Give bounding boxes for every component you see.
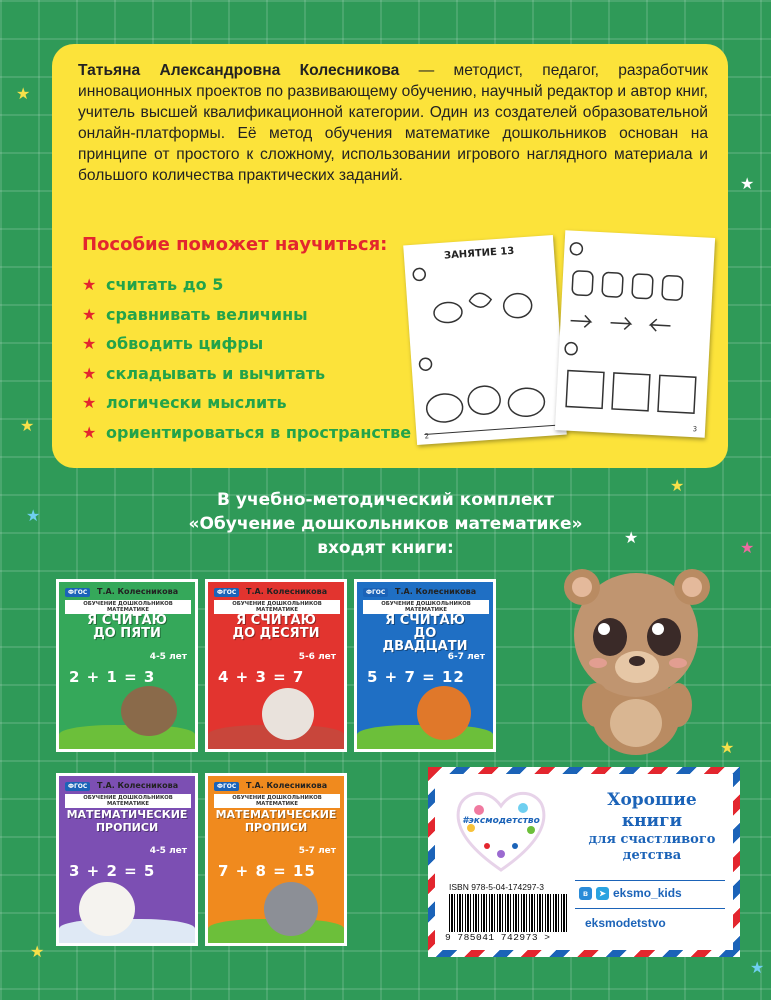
divider: [575, 908, 725, 909]
slogan-line: Хорошие: [607, 790, 697, 810]
book-equation: 4 + 3 = 7: [218, 668, 305, 686]
star-icon: ★: [740, 174, 755, 193]
page-number: 2: [424, 432, 430, 441]
book-author: Т.А. Колесникова: [97, 587, 179, 596]
slogan: [577, 790, 727, 864]
raccoon-illustration: [264, 882, 318, 936]
workbook-page-left: [403, 235, 567, 445]
barcode: [449, 894, 567, 932]
book-age: 5-6 лет: [298, 652, 336, 662]
kit-title-line: входят книги:: [317, 538, 454, 558]
squirrel-illustration: [417, 686, 471, 740]
list-item: ★ считать до 5: [82, 275, 224, 295]
kit-title: [0, 488, 771, 560]
book-equation: 5 + 7 = 12: [367, 668, 465, 686]
divider: [575, 880, 725, 881]
info-panel: [52, 44, 728, 468]
workbook-illustration: [403, 235, 567, 445]
list-item: ★ складывать и вычитать: [82, 363, 326, 383]
slogan-line: детства: [622, 848, 682, 863]
star-icon: ★: [16, 84, 31, 103]
book-series: ОБУЧЕНИЕ ДОШКОЛЬНИКОВ МАТЕМАТИКЕ: [65, 794, 191, 808]
star-icon: ★: [82, 275, 97, 295]
kit-title-line: «Обучение дошкольников математике»: [188, 514, 583, 534]
author-bio: [78, 60, 708, 186]
workbook-preview: [410, 230, 714, 448]
author-name: Татьяна Александровна Колесникова: [78, 62, 400, 79]
star-icon: ★: [624, 528, 639, 547]
star-icon: ★: [750, 958, 765, 977]
vk-icon: в: [579, 887, 592, 900]
star-icon: ★: [26, 506, 41, 525]
skills-title: Пособие поможет научиться:: [82, 234, 388, 255]
book-author: Т.А. Колесникова: [246, 587, 328, 596]
postcard: [428, 767, 740, 957]
fgos-badge: ФГОС: [363, 588, 388, 597]
fgos-badge: ФГОС: [214, 588, 239, 597]
fgos-badge: ФГОС: [65, 588, 90, 597]
book-age: 6-7 лет: [447, 652, 485, 662]
star-icon: ★: [30, 942, 45, 961]
book-cover[interactable]: [205, 773, 347, 946]
lesson-title: ЗАНЯТИЕ 13: [443, 245, 515, 262]
book-cover[interactable]: [205, 579, 347, 752]
heart-icon: [453, 784, 549, 874]
book-series: ОБУЧЕНИЕ ДОШКОЛЬНИКОВ МАТЕМАТИКЕ: [214, 794, 340, 808]
postcard-inner: [435, 774, 733, 950]
book-title: Я СЧИТАЮ ДО ДВАДЦАТИ: [382, 613, 468, 654]
barcode-number: 9 785041 742973 >: [445, 932, 551, 943]
polar-bear-illustration: [79, 882, 135, 936]
star-icon: ★: [82, 422, 97, 442]
book-equation: 7 + 8 = 15: [218, 862, 316, 880]
book-author: Т.А. Колесникова: [246, 781, 328, 790]
book-title: МАТЕМАТИЧЕСКИЕ ПРОПИСИ: [66, 808, 188, 834]
book-cover[interactable]: [354, 579, 496, 752]
bear-illustration: [540, 555, 740, 755]
book-equation: 2 + 1 = 3: [69, 668, 156, 686]
grass-decoration: [59, 725, 195, 749]
book-age: 4-5 лет: [149, 846, 187, 856]
isbn-text: ISBN 978-5-04-174297-3: [449, 882, 544, 892]
skills-list: [82, 270, 411, 447]
kitten-illustration: [262, 688, 314, 740]
kit-title-line: В учебно-методический комплект: [217, 490, 554, 510]
hashtag-label: #эксмодетство: [462, 816, 540, 826]
book-series: ОБУЧЕНИЕ ДОШКОЛЬНИКОВ МАТЕМАТИКЕ: [214, 600, 340, 614]
website-label[interactable]: eksmodetstvo: [585, 916, 666, 930]
hedgehog-illustration: [121, 686, 177, 736]
star-icon: ★: [670, 476, 685, 495]
book-cover[interactable]: [56, 773, 198, 946]
workbook-illustration: [555, 230, 715, 438]
book-author: Т.А. Колесникова: [395, 587, 477, 596]
star-icon: ★: [20, 416, 35, 435]
book-series: ОБУЧЕНИЕ ДОШКОЛЬНИКОВ МАТЕМАТИКЕ: [363, 600, 489, 614]
social-handle-label: eksmo_kids: [613, 886, 682, 900]
star-icon: ★: [720, 738, 735, 757]
telegram-icon: ➤: [596, 887, 609, 900]
book-series: ОБУЧЕНИЕ ДОШКОЛЬНИКОВ МАТЕМАТИКЕ: [65, 600, 191, 614]
slogan-line: для счастливого: [588, 832, 716, 847]
list-item: ★ обводить цифры: [82, 334, 264, 354]
star-icon: ★: [82, 363, 97, 383]
star-icon: ★: [740, 538, 755, 557]
author-description: — методист, педагог, разработчик инновационных проектов по развивающему обучению, научный редактор и автор книг, учитель высшей квалификационной категории. Один из создателей образовательной онлайн-платформы. Её метод обучения математике дошкольников основан на принципе от простого к сложному, использовании игрового наглядного материала и большого количества практических заданий.: [78, 62, 708, 184]
book-title: Я СЧИТАЮ ДО ПЯТИ: [87, 613, 167, 641]
list-item: ★ логически мыслить: [82, 393, 287, 413]
book-cover[interactable]: [56, 579, 198, 752]
star-icon: ★: [82, 334, 97, 354]
workbook-page-right: [555, 230, 715, 438]
list-item: ★ сравнивать величины: [82, 304, 308, 324]
star-icon: ★: [82, 304, 97, 324]
book-title: Я СЧИТАЮ ДО ДЕСЯТИ: [232, 613, 320, 641]
star-icon: ★: [82, 393, 97, 413]
slogan-line: книги: [621, 811, 683, 831]
page-number: 3: [692, 425, 698, 434]
list-item: ★ ориентироваться в пространстве: [82, 422, 412, 442]
book-age: 4-5 лет: [149, 652, 187, 662]
book-equation: 3 + 2 = 5: [69, 862, 156, 880]
fgos-badge: ФГОС: [214, 782, 239, 791]
book-title: МАТЕМАТИЧЕСКИЕ ПРОПИСИ: [215, 808, 337, 834]
fgos-badge: ФГОС: [65, 782, 90, 791]
book-author: Т.А. Колесникова: [97, 781, 179, 790]
book-age: 5-7 лет: [298, 846, 336, 856]
social-handle[interactable]: [579, 886, 682, 900]
